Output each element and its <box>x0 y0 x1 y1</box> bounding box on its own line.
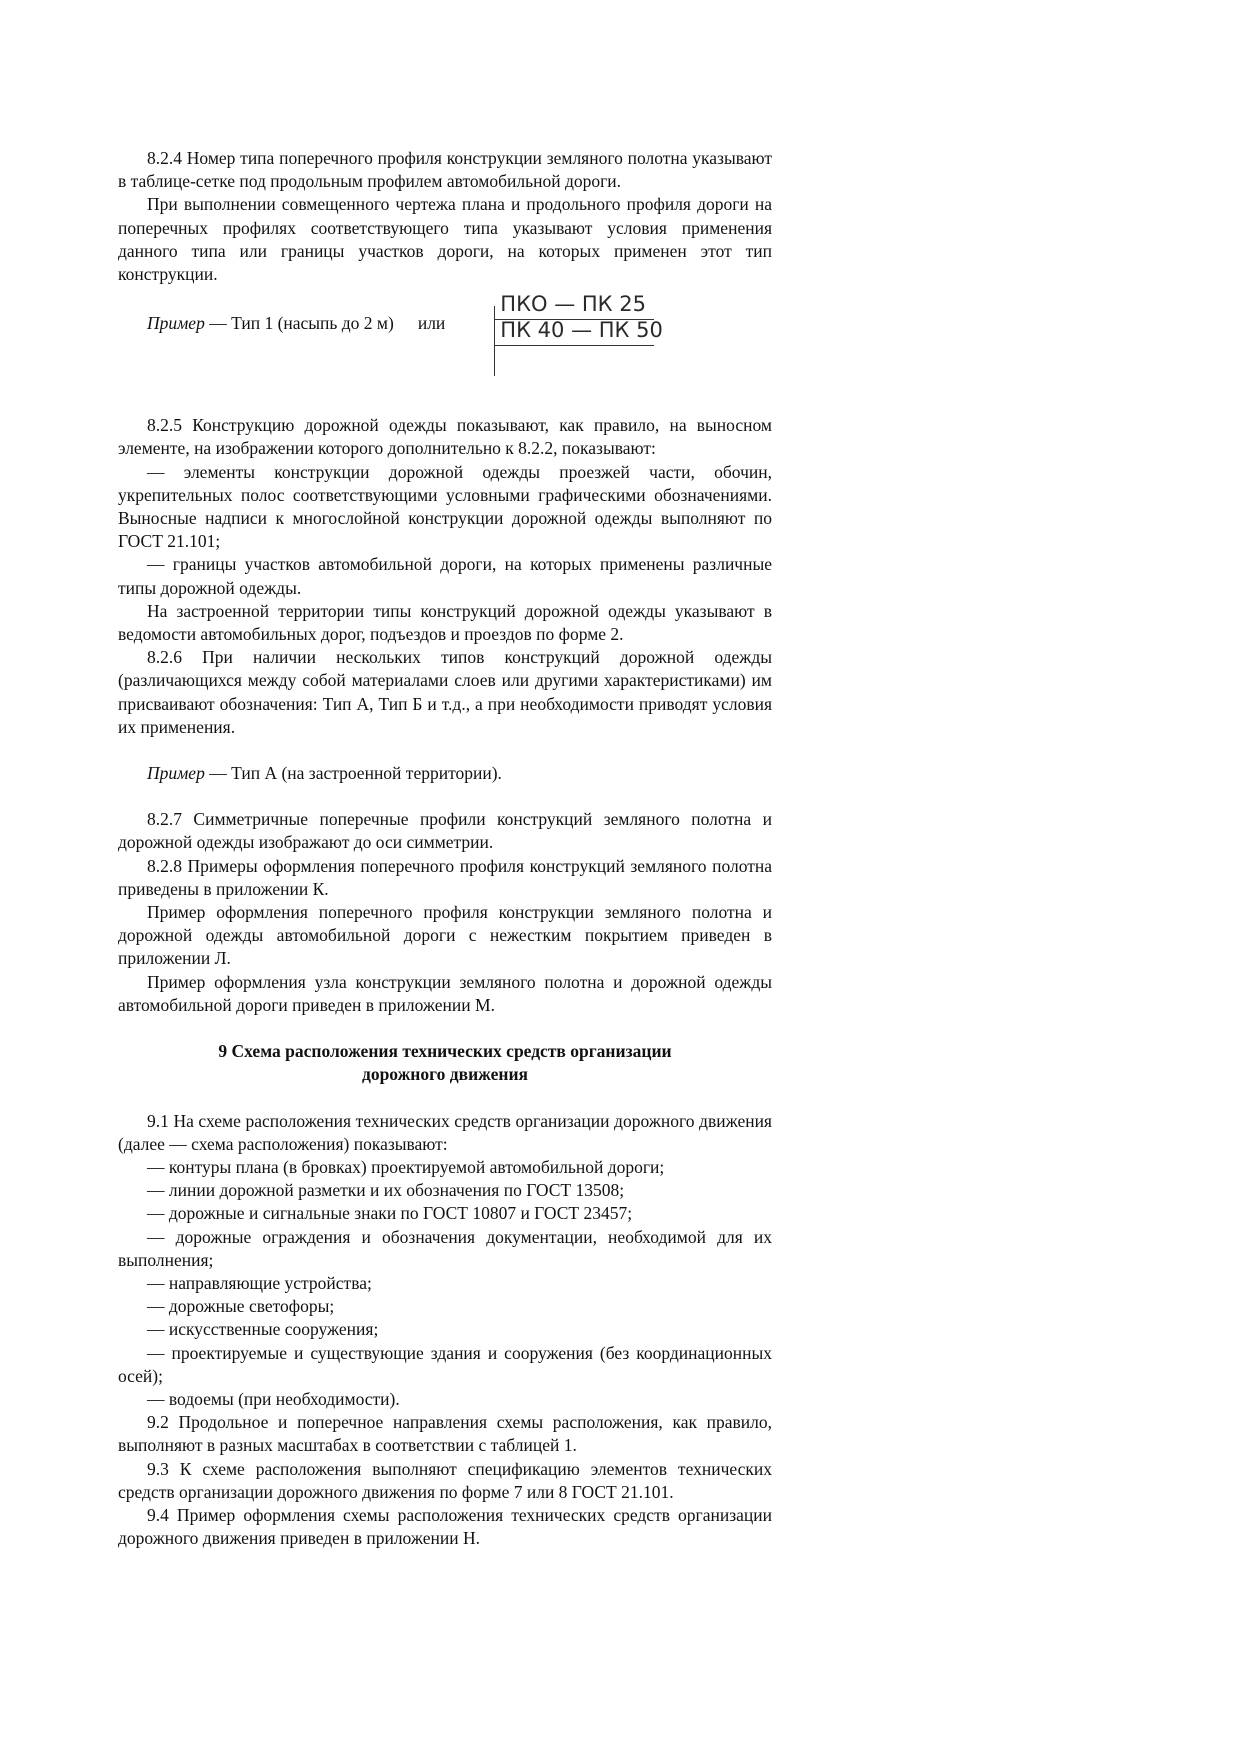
document-page <box>118 147 772 1550</box>
example-type-a <box>118 762 772 785</box>
list-item: — водоемы (при необходимости). <box>147 1388 400 1409</box>
example-text <box>147 312 445 335</box>
paragraph-8-2-4-continued: При выполнении совмещенного чертежа плана и продольного профиля дороги на поперечных профилях соответствующего типа указывают условия применения данного типа или границы участков дороги, на которых применен этот тип конструкции. <box>118 194 772 285</box>
list-item: — контуры плана (в бровках) проектируемой автомобильной дороги; <box>147 1156 665 1177</box>
example-description: — Тип А (на застроенной территории). <box>209 763 502 784</box>
paragraph-8-2-6: 8.2.6 При наличии нескольких типов конструкций дорожной одежды (различающихся между собой материалами слоев или другими характеристиками) им присваивают обозначения: Тип А, Тип Б и т.д., а при необходимости приводят условия их применения. <box>118 647 772 737</box>
section-9-heading <box>118 1040 772 1086</box>
section-9-heading-line-1: 9 Схема расположения технических средств организации <box>218 1041 672 1062</box>
list-item: — проектируемые и существующие здания и сооружения (без координационных осей); <box>118 1342 772 1386</box>
example-or: или <box>417 313 446 334</box>
paragraph-8-2-7: 8.2.7 Симметричные поперечные профили конструкций земляного полотна и дорожной одежды изображают до оси симметрии. <box>118 809 772 853</box>
paragraph-9-1: 9.1 На схеме расположения технических средств организации дорожного движения (далее — схема расположения) показывают: <box>118 1110 772 1154</box>
paragraph-8-2-8: 8.2.8 Примеры оформления поперечного профиля конструкций земляного полотна приведены в приложении К. <box>118 855 772 899</box>
chainage-formula <box>488 292 663 378</box>
paragraph-8-2-5: 8.2.5 Конструкцию дорожной одежды показывают, как правило, на выносном элементе, на изображении которого дополнительно к 8.2.2, показывают: <box>118 415 772 459</box>
list-item: — дорожные ограждения и обозначения документации, необходимой для их выполнения; <box>118 1226 772 1270</box>
paragraph-9-3: 9.3 К схеме расположения выполняют спецификацию элементов технических средств организации дорожного движения по форме 7 или 8 ГОСТ 21.101. <box>118 1458 772 1502</box>
list-item: — искусственные сооружения; <box>147 1319 379 1340</box>
section-9-heading-line-2: дорожного движения <box>361 1064 529 1085</box>
paragraph-9-4: 9.4 Пример оформления схемы расположения технических средств организации дорожного движения приведен в приложении Н. <box>118 1504 772 1549</box>
paragraph-8-2-5-built-up: На застроенной территории типы конструкций дорожной одежды указывают в ведомости автомобильных дорог, подъездов и проездов по форме 2. <box>118 600 772 645</box>
example-type-1 <box>118 292 772 414</box>
paragraph-8-2-8-example-l: Пример оформления поперечного профиля конструкции земляного полотна и дорожной одежды автомобильной дороги с нежестким покрытием приведен в приложении Л. <box>118 902 772 969</box>
paragraph-8-2-8-example-m: Пример оформления узла конструкции земляного полотна и дорожной одежды автомобильной дороги приведен в приложении М. <box>118 971 772 1015</box>
list-item: — линии дорожной разметки и их обозначения по ГОСТ 13508; <box>147 1180 625 1201</box>
example-label: Пример <box>147 313 205 334</box>
formula-line-2: ПК 40 — ПК 50 <box>500 318 663 343</box>
example-label: Пример <box>147 763 205 784</box>
list-item: — дорожные и сигнальные знаки по ГОСТ 10807 и ГОСТ 23457; <box>147 1203 633 1224</box>
formula-underline-2 <box>494 345 654 346</box>
example-description: — Тип 1 (насыпь до 2 м) <box>209 313 394 334</box>
paragraph-8-2-4: 8.2.4 Номер типа поперечного профиля конструкции земляного полотна указывают в таблице-сетке под продольным профилем автомобильной дороги. <box>118 148 772 192</box>
list-item: — направляющие устройства; <box>147 1272 372 1293</box>
formula-vertical-line <box>494 306 495 376</box>
formula-line-1: ПКО — ПК 25 <box>500 292 646 317</box>
paragraph-9-2: 9.2 Продольное и поперечное направления схемы расположения, как правило, выполняют в разных масштабах в соответствии с таблицей 1. <box>118 1412 772 1456</box>
paragraph-8-2-5-item-2: — границы участков автомобильной дороги, на которых применены различные типы дорожной одежды. <box>118 554 772 598</box>
list-item: — дорожные светофоры; <box>147 1296 335 1317</box>
paragraph-8-2-5-item-1: — элементы конструкции дорожной одежды проезжей части, обочин, укрепительных полос соответствующими условными графическими обозначениями. Выносные надписи к многослойной конструкции дорожной одежды выполняют по ГОСТ 21.101; <box>118 461 772 552</box>
